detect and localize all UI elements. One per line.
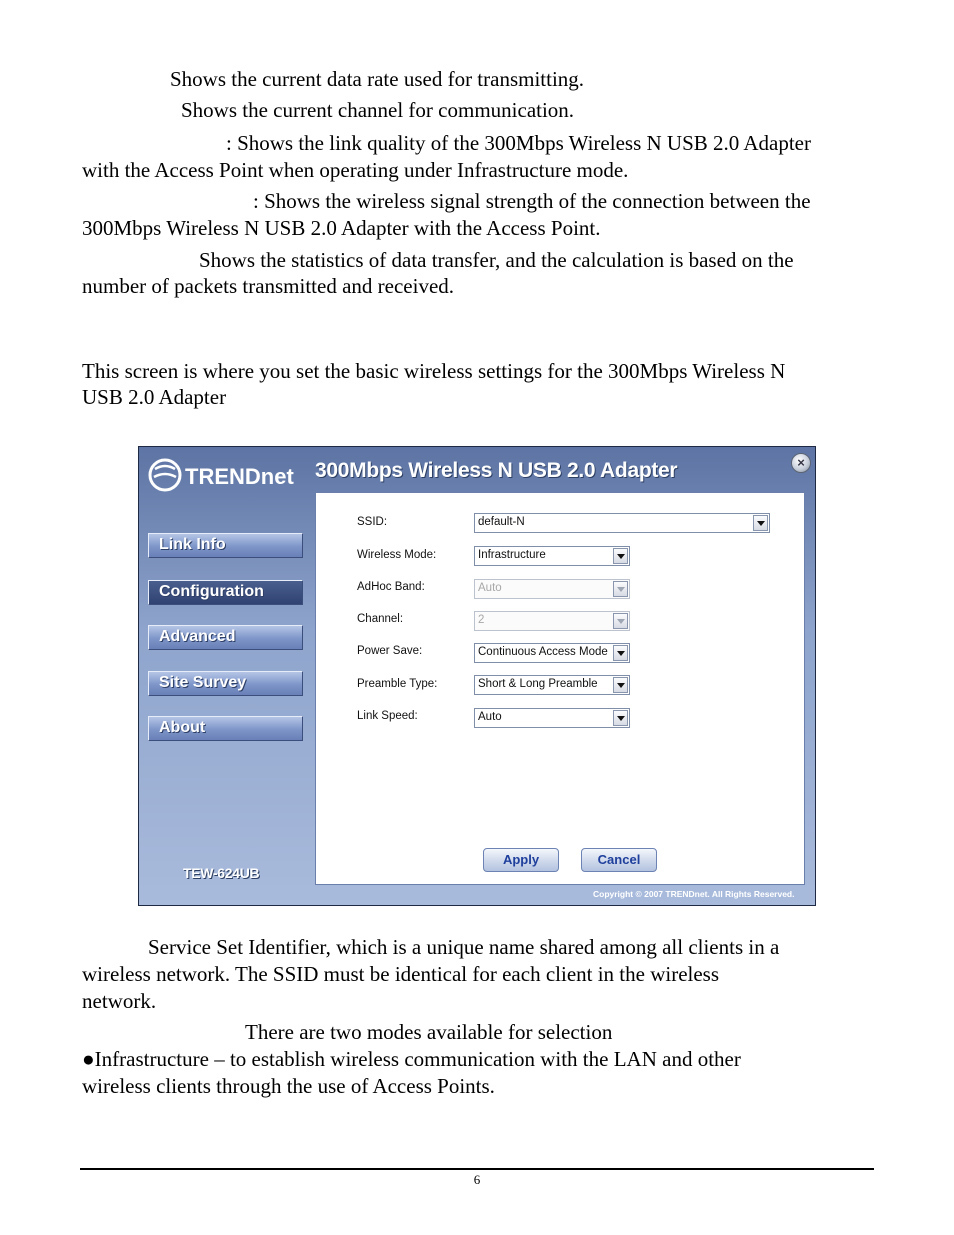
chevron-down-icon[interactable] <box>613 710 628 726</box>
channel-select <box>474 611 630 631</box>
chevron-down-icon[interactable] <box>613 645 628 661</box>
configuration-panel <box>315 492 805 885</box>
chevron-down-icon[interactable] <box>613 548 628 564</box>
nav-configuration[interactable]: Configuration <box>148 580 303 605</box>
statistics-description-1: Shows the statistics of data transfer, and the calculation is based on the <box>199 248 794 272</box>
ssid-description-3: network. <box>82 989 157 1013</box>
trendnet-logo <box>147 455 305 495</box>
ssid-description-2: wireless network. The SSID must be identical for each client in the wireless <box>82 962 720 986</box>
statistics-description-2: number of packets transmitted and received. <box>82 274 455 298</box>
chevron-down-icon[interactable] <box>613 677 628 693</box>
link-quality-description-1: : Shows the link quality of the 300Mbps Wireless N USB 2.0 Adapter <box>226 131 811 155</box>
ssid-description-1: Service Set Identifier, which is a unique name shared among all clients in a <box>148 935 780 959</box>
chevron-down-icon <box>613 581 628 597</box>
signal-strength-description-1: : Shows the wireless signal strength of the connection between the <box>253 189 811 213</box>
ssid-select[interactable] <box>474 513 770 533</box>
wireless-mode-description-2: ●Infrastructure – to establish wireless communication with the LAN and other <box>82 1047 741 1071</box>
wireless-mode-label: Wireless Mode: <box>357 549 437 561</box>
copyright-notice: Copyright © 2007 TRENDnet. All Rights Reserved. <box>593 889 795 899</box>
link-speed-label: Link Speed: <box>357 710 418 722</box>
adapter-utility-screenshot <box>138 446 816 906</box>
wireless-mode-description-1: There are two modes available for selection <box>245 1020 613 1044</box>
cancel-button[interactable]: Cancel <box>581 848 657 872</box>
nav-link-info[interactable]: Link Info <box>148 533 303 558</box>
preamble-type-label: Preamble Type: <box>357 678 438 690</box>
page-number: 6 <box>473 1172 481 1187</box>
footer-rule <box>80 1168 874 1170</box>
channel-value: 2 <box>478 614 485 626</box>
chevron-down-icon <box>613 613 628 629</box>
nav-about[interactable]: About <box>148 716 303 741</box>
preamble-type-value: Short & Long Preamble <box>478 678 598 690</box>
wireless-mode-description-3: wireless clients through the use of Access Points. <box>82 1074 495 1098</box>
link-speed-select[interactable] <box>474 708 630 728</box>
nav-site-survey[interactable]: Site Survey <box>148 671 303 696</box>
adhoc-band-label: AdHoc Band: <box>357 581 425 593</box>
chevron-down-icon[interactable] <box>753 515 768 531</box>
close-icon[interactable]: × <box>791 453 811 473</box>
power-save-label: Power Save: <box>357 645 423 657</box>
model-label: TEW-624UB <box>183 865 260 881</box>
channel-label: Channel: <box>357 613 404 625</box>
tx-rate-description: Shows the current data rate used for transmitting. <box>170 67 585 91</box>
link-speed-value: Auto <box>478 711 502 723</box>
brand-text: TRENDnet <box>185 464 294 489</box>
nav-advanced[interactable]: Advanced <box>148 625 303 650</box>
app-title: 300Mbps Wireless N USB 2.0 Adapter <box>315 459 678 482</box>
wireless-mode-select[interactable] <box>474 546 630 566</box>
adhoc-band-select <box>474 579 630 599</box>
adhoc-band-value: Auto <box>478 582 502 594</box>
channel-description: Shows the current channel for communication. <box>181 98 575 122</box>
power-save-select[interactable] <box>474 643 630 663</box>
ssid-value: default-N <box>478 516 525 528</box>
intro-paragraph-2: USB 2.0 Adapter <box>82 385 227 409</box>
intro-paragraph-1: This screen is where you set the basic wireless settings for the 300Mbps Wireless N <box>82 359 786 383</box>
preamble-type-select[interactable] <box>474 675 630 695</box>
link-quality-description-2: with the Access Point when operating under Infrastructure mode. <box>82 158 629 182</box>
ssid-label: SSID: <box>357 516 388 528</box>
signal-strength-description-2: 300Mbps Wireless N USB 2.0 Adapter with the Access Point. <box>82 216 601 240</box>
apply-button[interactable]: Apply <box>483 848 559 872</box>
power-save-value: Continuous Access Mode <box>478 646 608 658</box>
wireless-mode-value: Infrastructure <box>478 549 546 561</box>
